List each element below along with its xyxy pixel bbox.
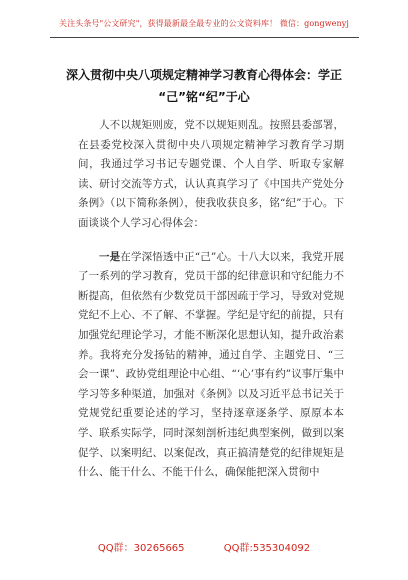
- footer-contacts: [0, 539, 408, 554]
- footer-qq-group-1: QQ群：30265665: [97, 543, 185, 554]
- footer-qq-group-2: QQ群:535304092: [223, 543, 311, 554]
- header-notice: 关注头条号"公文研究"，获得最新最全最专业的公文资料库！ 微信：gongwenyj: [59, 19, 349, 28]
- paragraph-point-one: [78, 248, 344, 483]
- document-body: [78, 116, 344, 497]
- title-line-2: “己”铭“纪”于心: [158, 90, 250, 104]
- paragraph-intro: [78, 116, 344, 234]
- paragraph-lead: 一是: [99, 250, 121, 263]
- document-title: [54, 64, 354, 108]
- paragraph-text: 人不以规矩则废，党不以规矩则乱。按照县委部署，在县委党校深入贯彻中央八项规定精神学习教育学习期间，我通过学习书记专题党课、个人自学、听取专家解读、研讨交流等方式，认认真真学习了《中国共产党处分条例》（以下简称条例），使我收获良多，铭“纪”于心。下面谈谈个人学习心得体会：: [78, 119, 344, 229]
- title-line-1: 深入贯彻中央八项规定精神学习教育心得体会：学正: [65, 68, 342, 82]
- paragraph-text: 在学深悟透中正“己”心。十八大以来，我党开展了一系列的学习教育，党员干部的纪律意识和守纪能力不断提高，但依然有少数党员干部因疏于学习，导致对党规党纪不上心、不了解、不掌握。学纪是守纪的前提，只有加强党纪理论学习，才能不断深化思想认知，提升政治素养。我将充分发扬钻的精神，通过自学、主题党日、“三会一课”、政协党组理论中心组、“‘心’事有约”议事厅集中学习等多种渠道，加强对《条例》以及习近平总书记关于党规党纪重要论述的学习，坚持逐章逐条学、原原本本学、联系实际学，同时深刻剖析违纪典型案例，做到以案促学、以案明纪、以案促改，真正搞清楚党的纪律规矩是什么、能干什么、不能干什么，确保能把深入贯彻中: [78, 250, 344, 479]
- header-divider: [50, 37, 359, 38]
